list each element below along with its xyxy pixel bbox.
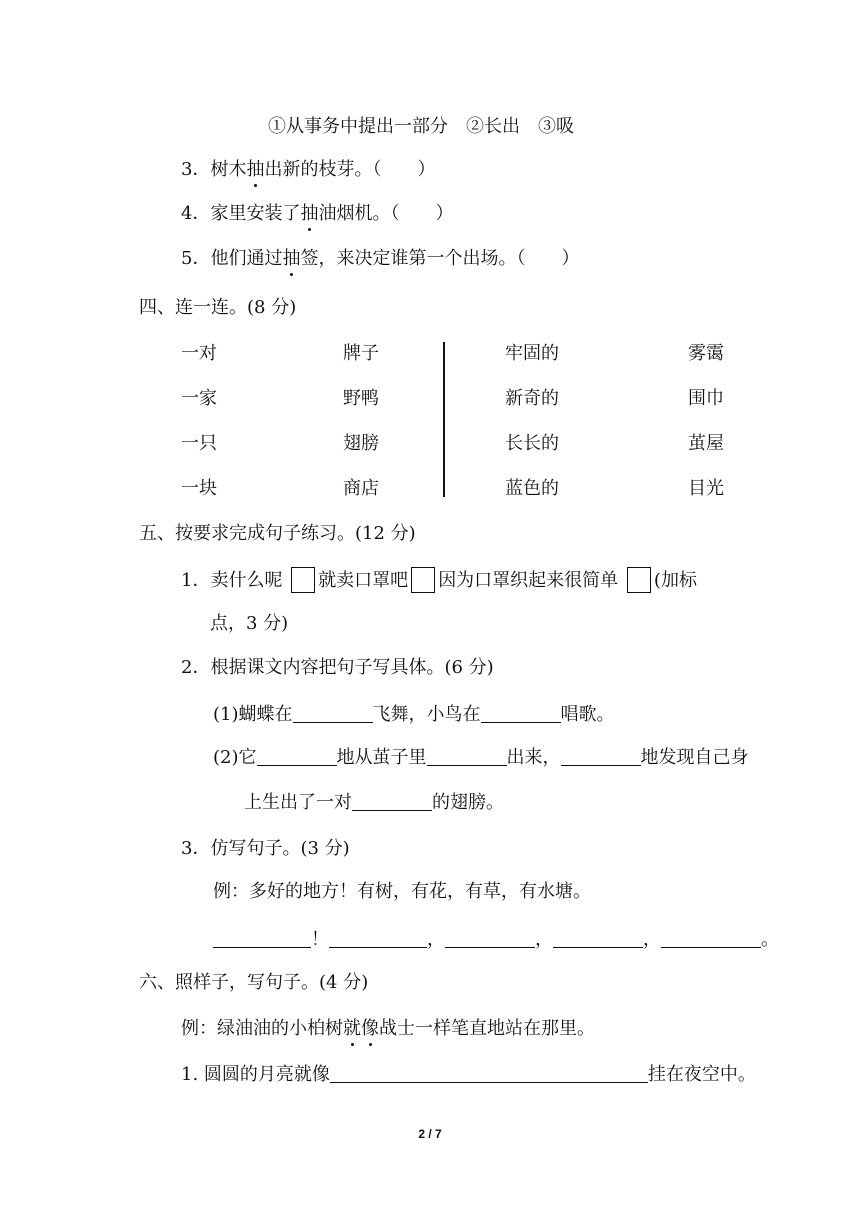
question-6-1: 1. 圆圆的月亮就像 挂在夜空中。	[181, 1064, 756, 1085]
emphasis-char: 像	[361, 1018, 379, 1039]
question-5-2-title: 2．根据课文内容把句子写具体。(6 分)	[181, 657, 494, 678]
section-6-example: 例：绿油油的小柏树就像战士一样笔直地站在那里。	[181, 1018, 595, 1039]
question-5-1: 1．卖什么呢 就卖口罩吧 因为口罩织起来很简单 (加标	[181, 567, 697, 593]
punctuation-box[interactable]	[627, 567, 651, 593]
match-col2-item[interactable]: 牌子	[343, 343, 379, 364]
emphasis-char: 抽	[282, 248, 301, 269]
question-5-1-cont: 点，3 分)	[210, 613, 289, 634]
section-4-heading: 四、连一连。(8 分)	[139, 297, 297, 318]
answer-blank[interactable]	[213, 929, 311, 948]
match-col3-item[interactable]: 长长的	[505, 433, 559, 454]
answer-blank[interactable]	[293, 704, 373, 723]
question-5: 5．他们通过抽签，来决定谁第一个出场。（ ）	[181, 248, 580, 269]
sentence-2-2: (2)它 地从茧子里 出来， 地发现自己身	[213, 747, 749, 768]
answer-blank[interactable]	[352, 792, 432, 811]
match-col4-item[interactable]: 围巾	[688, 388, 724, 409]
answer-blank[interactable]	[661, 929, 761, 948]
question-5-3-title: 3．仿写句子。(3 分)	[181, 838, 350, 859]
emphasis-char: 就	[343, 1018, 361, 1039]
emphasis-char: 抽	[246, 159, 265, 180]
page-number: 2 / 7	[418, 1127, 442, 1141]
sentence-2-1: (1)蝴蝶在 飞舞，小鸟在 唱歌。	[213, 704, 615, 725]
match-col1-item[interactable]: 一只	[181, 433, 217, 454]
match-col1-item[interactable]: 一家	[181, 388, 217, 409]
match-col2-item[interactable]: 野鸭	[343, 388, 379, 409]
answer-blank[interactable]	[427, 747, 507, 766]
match-col1-item[interactable]: 一块	[181, 478, 217, 499]
meaning-options: ①从事务中提出一部分 ②长出 ③吸	[268, 116, 574, 137]
answer-blank[interactable]	[330, 1064, 648, 1083]
match-col3-item[interactable]: 新奇的	[505, 388, 559, 409]
question-3: 3．树木抽出新的枝芽。（ ）	[181, 159, 436, 180]
answer-blank[interactable]	[445, 929, 535, 948]
match-col3-item[interactable]: 牢固的	[505, 343, 559, 364]
match-col4-item[interactable]: 目光	[688, 478, 724, 499]
section-5-heading: 五、按要求完成句子练习。(12 分)	[139, 523, 416, 544]
question-4: 4．家里安装了抽油烟机。（ ）	[181, 203, 454, 224]
imitation-example: 例：多好的地方！有树，有花，有草，有水塘。	[213, 881, 591, 902]
match-col4-item[interactable]: 雾霭	[688, 343, 724, 364]
answer-blank[interactable]	[329, 929, 427, 948]
punctuation-box[interactable]	[411, 567, 435, 593]
answer-blank[interactable]	[257, 747, 337, 766]
answer-blank[interactable]	[553, 929, 643, 948]
answer-blank[interactable]	[481, 704, 561, 723]
match-col4-item[interactable]: 茧屋	[688, 433, 724, 454]
match-col1-item[interactable]: 一对	[181, 343, 217, 364]
emphasis-char: 抽	[300, 203, 319, 224]
match-divider	[443, 342, 445, 497]
section-6-heading: 六、照样子，写句子。(4 分)	[139, 972, 369, 993]
match-col2-item[interactable]: 翅膀	[343, 433, 379, 454]
match-col3-item[interactable]: 蓝色的	[505, 478, 559, 499]
sentence-2-2-cont: 上生出了一对 的翅膀。	[244, 792, 504, 813]
punctuation-box[interactable]	[291, 567, 315, 593]
match-col2-item[interactable]: 商店	[343, 478, 379, 499]
imitation-blanks: ！ ， ， ， 。	[213, 928, 779, 952]
answer-blank[interactable]	[561, 747, 641, 766]
